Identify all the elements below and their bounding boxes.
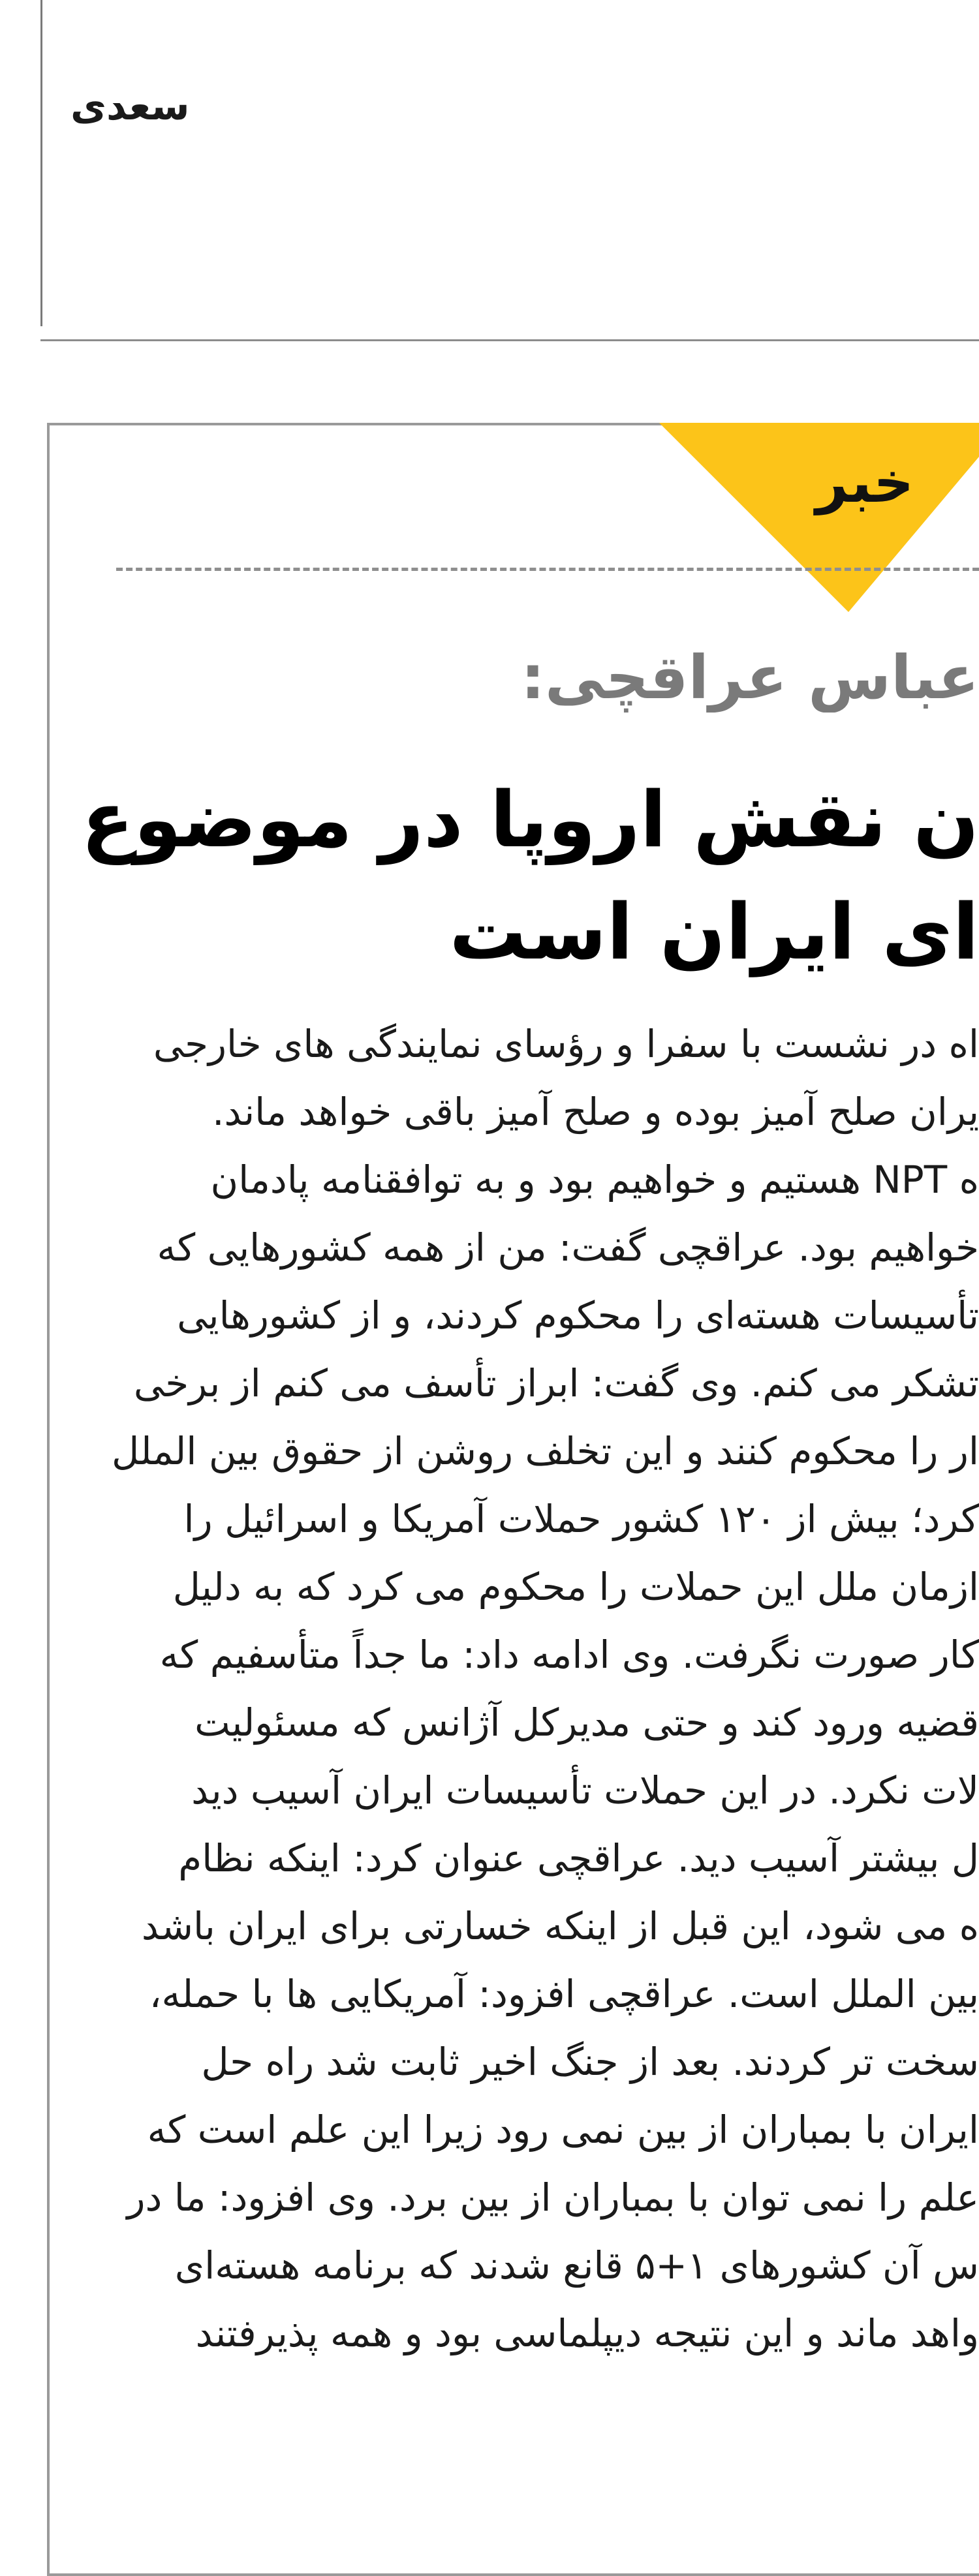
headline-line: ای ایران است [449,887,979,977]
body-line: واهد ماند و این نتیجه دیپلماسی بود و همه پذیرفتند [195,2311,979,2355]
body-line: یران صلح آمیز بوده و صلح آمیز باقی خواهد ماند. [212,1090,979,1134]
article-body [65,1010,979,2367]
body-line: کار صورت نگرفت. وی ادامه داد: ما جداً متأسفیم که [159,1633,979,1677]
body-line: ه NPT هستیم و خواهیم بود و به توافقنامه پادمان [210,1158,979,1202]
author-name: سعدی [70,84,190,129]
news-tag-label: خبر [815,450,914,515]
body-line: ار را محکوم کنند و این تخلف روشن از حقوق بین الملل [111,1429,979,1473]
body-line: قضیه ورود کند و حتی مدیرکل آژانس که مسئولیت [194,1700,979,1745]
body-line: اه در نشست با سفرا و رؤسای نمایندگی های خارجی [153,1022,979,1066]
dashed-separator [116,568,979,571]
body-line: بین الملل است. عراقچی افزود: آمریکایی ها با حمله، [149,1972,979,2016]
news-tag-badge [0,0,979,626]
body-line: ه می شود، این قبل از اینکه خسارتی برای ایران باشد [141,1904,979,1948]
body-line: تأسیسات هسته‌ای را محکوم کردند، و از کشورهایی [177,1293,979,1338]
body-line: ل بیشتر آسیب دید. عراقچی عنوان کرد: اینکه نظام [178,1836,979,1880]
headline-line: ن نقش اروپا در موضوع [81,774,979,865]
body-line: علم را نمی توان با بمباران از بین برد. وی افزود: ما در [127,2175,979,2220]
body-line: خواهیم بود. عراقچی گفت: من از همه کشورهایی که [157,1225,979,1270]
body-line: کرد؛ بیش از ۱۲۰ کشور حملات آمریکا و اسرائیل را [183,1497,979,1541]
headline [0,763,979,988]
body-line: تشکر می کنم. وی گفت: ابراز تأسف می کنم از برخی [133,1361,979,1405]
body-line: ایران با بمباران از بین نمی رود زیرا این علم است که [147,2108,979,2152]
headline-kicker: عباس عراقچی: [521,643,979,713]
body-line: لات نکرد. در این حملات تأسیسات ایران آسیب دید [191,1768,979,1813]
body-line: ازمان ملل این حملات را محکوم می کرد که به دلیل [172,1565,979,1609]
body-line: سخت تر کردند. بعد از جنگ اخیر ثابت شد راه حل [201,2040,979,2084]
body-line: س آن کشورهای ۱+۵ قانع شدند که برنامه هسته‌ای [174,2243,979,2288]
